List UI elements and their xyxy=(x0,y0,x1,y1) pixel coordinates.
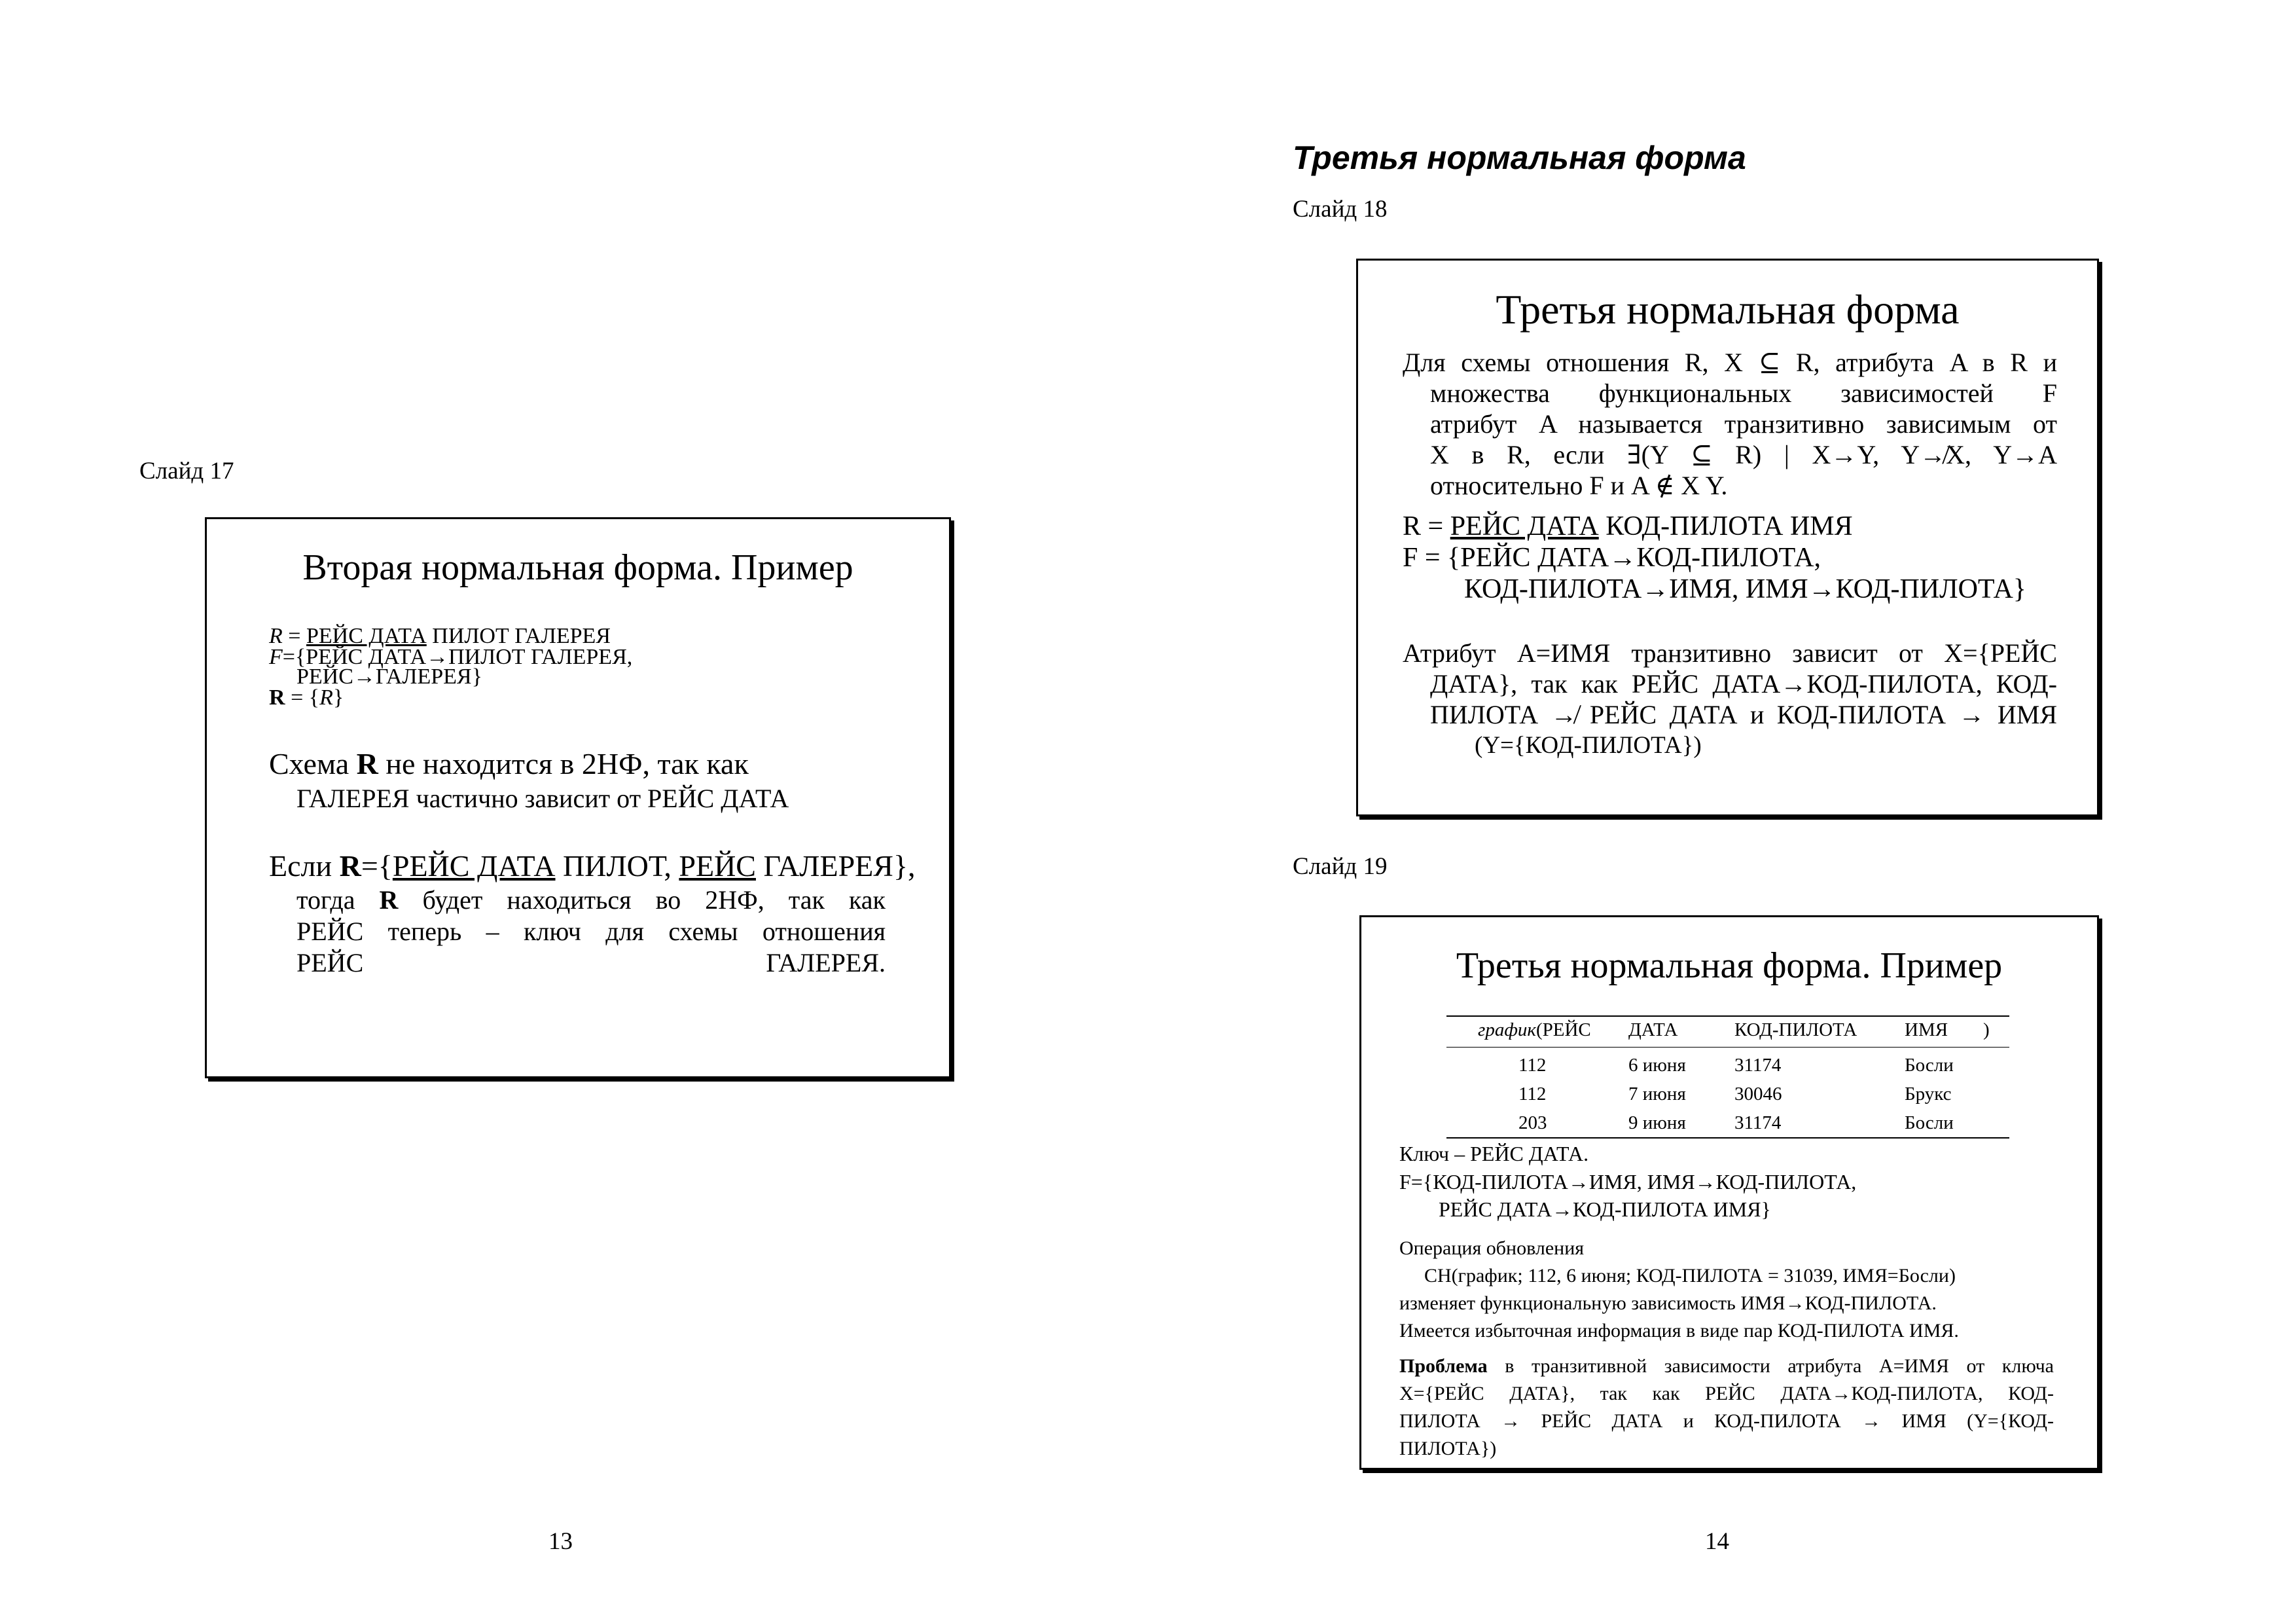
page-number-right: 14 xyxy=(1705,1528,1729,1555)
transitive-example: Атрибут A=ИМЯ транзитивно зависит от X={РЕЙС ДАТА}, так как РЕЙС ДАТА→КОД-ПИЛОТА, КОД- ПИЛОТА ↛ РЕЙС ДАТА и КОД-ПИЛОТА → ИМЯ (Y={КОД-ПИЛОТА}) xyxy=(1403,638,2057,759)
table-col-date xyxy=(1628,1051,1686,1137)
table-bottom-rule xyxy=(1446,1137,2009,1139)
table-cell: Босли xyxy=(1905,1112,1954,1133)
f-definition-cont: РЕЙС→ГАЛЕРЕЯ} xyxy=(296,665,482,689)
table-header-pilot: КОД-ПИЛОТА xyxy=(1734,1019,1857,1040)
r-definition: R = РЕЙС ДАТА ПИЛОТ ГАЛЕРЕЯ xyxy=(269,624,611,648)
table-cell: 6 июня xyxy=(1628,1055,1686,1076)
if-statement-body: тогда R будет находиться во 2НФ, так как РЕЙС теперь – ключ для схемы отношения РЕЙС ГАЛЕРЕЯ. xyxy=(296,885,886,977)
table-cell: 7 июня xyxy=(1628,1084,1686,1104)
table-col-pilot xyxy=(1734,1051,1782,1137)
bold-r-definition: R = {R} xyxy=(269,685,344,710)
table-header-rule xyxy=(1446,1047,2009,1048)
problem-statement: Проблема в транзитивной зависимости атрибута A=ИМЯ от ключа X={РЕЙС ДАТА}, так как РЕЙС ДАТА→КОД-ПИЛОТА, КОД- ПИЛОТА → РЕЙС ДАТА и КОД-ПИЛОТА → ИМЯ (Y={КОД- ПИЛОТА}) xyxy=(1399,1355,2054,1459)
table-cell: 31174 xyxy=(1734,1112,1782,1133)
if-statement: Если R={РЕЙС ДАТА ПИЛОТ, РЕЙС ГАЛЕРЕЯ}, xyxy=(269,849,916,883)
f-definition: F={РЕЙС ДАТА→ПИЛОТ ГАЛЕРЕЯ, xyxy=(269,645,633,669)
table-cell: 203 xyxy=(1518,1112,1547,1133)
table-cell: 112 xyxy=(1518,1055,1547,1076)
f-set-cont: КОД-ПИЛОТА→ИМЯ, ИМЯ→КОД-ПИЛОТА} xyxy=(1464,574,2026,604)
table-cell: Брукс xyxy=(1905,1084,1952,1104)
table-cell: 9 июня xyxy=(1628,1112,1686,1133)
slide-18-title: Третья нормальная форма xyxy=(1496,286,1960,333)
slide-19-label: Слайд 19 xyxy=(1293,853,1388,880)
slide-18 xyxy=(1356,259,2099,816)
table-cell: 112 xyxy=(1518,1084,1547,1104)
slide-18-label: Слайд 18 xyxy=(1293,196,1388,223)
slide-17 xyxy=(205,517,951,1078)
table-header-date: ДАТА xyxy=(1628,1019,1678,1040)
table-cell: 31174 xyxy=(1734,1055,1782,1076)
table-col-flight xyxy=(1518,1051,1547,1137)
key-line: Ключ – РЕЙС ДАТА. xyxy=(1399,1142,1589,1165)
slide-17-title: Вторая нормальная форма. Пример xyxy=(302,547,853,588)
table-col-name xyxy=(1905,1051,1954,1137)
slide-17-label: Слайд 17 xyxy=(139,458,234,484)
table-header-close: ) xyxy=(1983,1019,1990,1040)
table-cell: Босли xyxy=(1905,1055,1954,1076)
slide-19 xyxy=(1359,915,2099,1470)
f-set: F = {РЕЙС ДАТА→КОД-ПИЛОТА, xyxy=(1403,543,1821,573)
f-set-19-cont: РЕЙС ДАТА→КОД-ПИЛОТА ИМЯ} xyxy=(1439,1197,1771,1221)
table-header-first: график(РЕЙС xyxy=(1478,1019,1591,1040)
schema-statement: Схема R не находится в 2НФ, так как xyxy=(269,747,749,780)
section-title: Третья нормальная форма xyxy=(1293,139,1746,176)
table-cell: 30046 xyxy=(1734,1084,1782,1104)
slide-19-title: Третья нормальная форма. Пример xyxy=(1456,945,2003,986)
table-header-name: ИМЯ xyxy=(1905,1019,1948,1040)
schema-statement-cont: ГАЛЕРЕЯ частично зависит от РЕЙС ДАТА xyxy=(296,784,789,813)
update-operation: Операция обновления СН(график; 112, 6 июня; КОД-ПИЛОТА = 31039, ИМЯ=Босли) изменяет функциональную зависимость ИМЯ→КОД-ПИЛОТА. Имеется избыточная информация в виде пар КОД-ПИЛОТА ИМЯ. xyxy=(1399,1237,1959,1341)
f-set-19: F={КОД-ПИЛОТА→ИМЯ, ИМЯ→КОД-ПИЛОТА, xyxy=(1399,1170,1857,1194)
page-number-left: 13 xyxy=(548,1528,573,1555)
transitive-definition: Для схемы отношения R, X ⊆ R, атрибута A в R и множества функциональных зависимостей F атрибут A называется транзитивно зависимым от X в R, если ∃(Y ⊆ R) | X→Y, Y↛X, Y→A относительно F и A ∉ X Y. xyxy=(1403,348,2057,500)
table-top-rule xyxy=(1446,1015,2009,1017)
r-schema: R = РЕЙС ДАТА КОД-ПИЛОТА ИМЯ xyxy=(1403,511,1853,541)
